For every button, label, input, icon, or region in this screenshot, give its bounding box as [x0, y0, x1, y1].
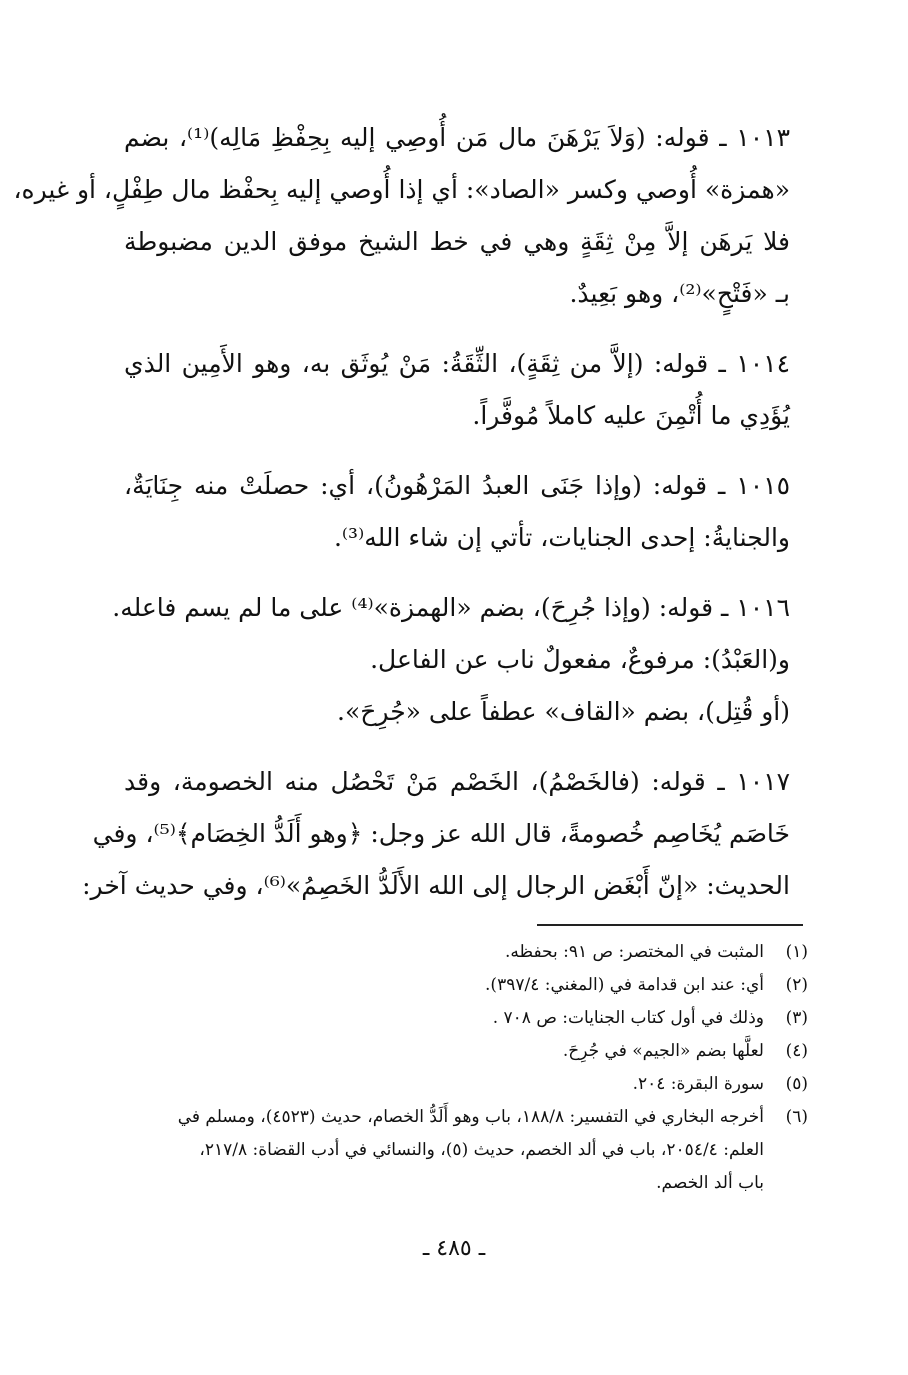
footnote-line: أخرجه البخاري في التفسير: ١٨٨/٨، باب وهو أَلَدُّ الخصام، حديث (٤٥٢٣)، ومسلم في: [177, 1107, 764, 1127]
text-line: خَاصَم يُخَاصِم خُصومةً، قال الله عز وجل: ﴿وهو أَلَدُّ الخِصَام﴾⁽⁵⁾، وفي: [92, 819, 790, 848]
footnote-text: [104, 969, 764, 1002]
text-line: (أو قُتِل)، بضم «القاف» عطفاً على «جُرِحَ».: [337, 697, 790, 726]
footnote-line: باب ألد الخصم.: [656, 1173, 764, 1193]
footnote-number: (٤): [785, 1041, 808, 1061]
footnote-number: (٢): [785, 975, 808, 995]
text-line: «همزة» أُوصي وكسر «الصاد»: أي إذا أُوصي إليه بِحفْظ مال طِفْلٍ، أو غيره،: [13, 175, 790, 204]
footnote-line: أي: عند ابن قدامة في (المغني: ٣٩٧/٤).: [485, 975, 764, 995]
paragraph-1013: [13, 112, 790, 320]
text-line: ١٠١٥ ـ قوله: (وإذا جَنَى العبدُ المَرْهُونُ)، أي: حصلَتْ منه جِنَايَةٌ،: [124, 471, 790, 500]
text-line: و(العَبْدُ): مرفوعٌ، مفعولٌ ناب عن الفاعل.: [370, 645, 790, 674]
footnote-1: [104, 936, 808, 969]
footnote-number: (٦): [785, 1107, 808, 1127]
text-line: فلا يَرهَن إلاَّ مِنْ ثِقَةٍ وهي في خط الشيخ موفق الدين مضبوطة: [124, 227, 790, 256]
footnote-line: المثبت في المختصر: ص ٩١: بحفظه.: [504, 942, 764, 962]
page-number: ـ ٤٨٥ ـ: [422, 1236, 486, 1261]
text-line: يُؤَدِي ما أُتْمِنَ عليه كاملاً مُوفَّراً.: [472, 401, 790, 430]
main-text: [13, 112, 790, 930]
footnote-text: [104, 1101, 764, 1200]
text-line: بـ «فَتْحٍ»⁽²⁾، وهو بَعِيدٌ.: [569, 279, 790, 308]
paragraph-1017: [82, 756, 790, 912]
text-line: ١٠١٣ ـ قوله: (وَلاَ يَرْهَنَ مال مَن أُوصِي إليه بِحِفْظِ مَالِه)⁽¹⁾، بضم: [124, 123, 790, 152]
footnote-number: (١): [785, 942, 808, 962]
footnote-4: [104, 1035, 808, 1068]
paragraph-1015: [124, 460, 790, 564]
footnote-line: العلم: ٢٠٥٤/٤، باب في ألد الخصم، حديث (٥)، والنسائي في أدب القضاة: ٢١٧/٨،: [199, 1140, 764, 1160]
text-line: ١٠١٤ ـ قوله: (إلاَّ من ثِقَةٍ)، الثِّقَةُ: مَنْ يُوثَق به، وهو الأَمِين الذي: [124, 349, 790, 378]
paragraph-1016: [112, 582, 790, 738]
footnote-2: [104, 969, 808, 1002]
footnote-text: [104, 1068, 764, 1101]
footnote-line: لعلَّها بضم «الجيم» في جُرِحَ.: [562, 1041, 764, 1061]
footnote-number: (٣): [785, 1008, 808, 1028]
text-line: الحديث: «إنّ أَبْغَض الرجال إلى الله الأَلَدُّ الخَصِمُ»⁽⁶⁾، وفي حديث آخر:: [82, 871, 790, 900]
footnotes: [104, 936, 808, 1200]
text-line: ١٠١٧ ـ قوله: (فالخَصْمُ)، الخَصْم مَنْ تَحْصُل منه الخصومة، وقد: [124, 767, 790, 796]
footnote-5: [104, 1068, 808, 1101]
paragraph-1014: [124, 338, 790, 442]
text-line: ١٠١٦ ـ قوله: (وإذا جُرِحَ)، بضم «الهمزة»⁽⁴⁾ على ما لم يسم فاعله.: [112, 593, 790, 622]
footnote-6: [104, 1101, 808, 1200]
footnote-3: [104, 1002, 808, 1035]
footnote-number: (٥): [785, 1074, 808, 1094]
footnote-text: [104, 1035, 764, 1068]
footnote-text: [104, 1002, 764, 1035]
footnote-line: سورة البقرة: ٢٠٤.: [632, 1074, 764, 1094]
text-line: والجنايةُ: إحدى الجنايات، تأتي إن شاء الله⁽³⁾.: [333, 523, 790, 552]
footnote-divider: [537, 924, 803, 926]
footnote-text: [104, 936, 764, 969]
footnote-line: وذلك في أول كتاب الجنايات: ص ٧٠٨ .: [492, 1008, 764, 1028]
